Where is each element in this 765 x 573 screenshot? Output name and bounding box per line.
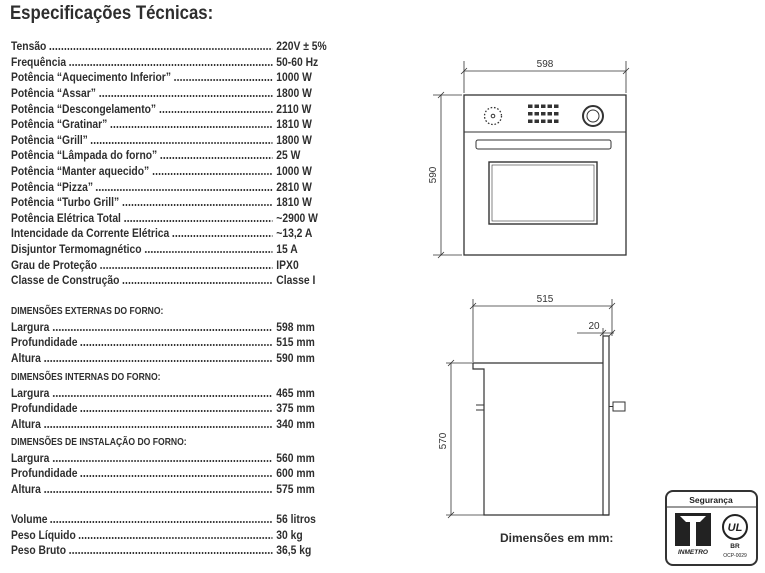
spec-label: Potência Elétrica Total — [11, 210, 121, 225]
spec-value: 375 mm — [276, 401, 315, 416]
spec-value: 340 mm — [276, 416, 315, 431]
display-buttons-icon — [528, 105, 559, 124]
spec-label: Potência “Grill” — [11, 132, 88, 147]
badge-title: Segurança — [689, 495, 733, 505]
spec-value: 600 mm — [276, 466, 315, 481]
spec-value: Classe I — [276, 273, 316, 288]
left-knob-icon — [485, 108, 502, 125]
spec-label: Tensão — [11, 39, 47, 54]
spec-label: Largura — [11, 319, 50, 334]
spec-label: Disjuntor Termomagnético — [11, 241, 142, 256]
spec-label: Altura — [11, 416, 41, 431]
spec-value: 2810 W — [276, 179, 312, 194]
spec-label: Largura — [11, 450, 50, 465]
section-heading: DIMENSÕES DE INSTALAÇÃO DO FORNO: — [11, 437, 187, 449]
spec-label: Frequência — [11, 54, 67, 69]
ul-country: BR — [730, 543, 740, 550]
page-title: Especificações Técnicas: — [10, 2, 214, 24]
spec-value: 56 litros — [276, 512, 316, 527]
spec-value: ~2900 W — [276, 210, 318, 225]
spec-value: 1000 W — [276, 163, 312, 178]
spec-value: 1810 W — [276, 195, 312, 210]
front-height-label: 590 — [428, 166, 439, 184]
spec-label: Largura — [11, 385, 50, 400]
side-depth-label: 515 — [536, 294, 554, 305]
spec-value: 560 mm — [276, 450, 315, 465]
spec-value: 15 A — [276, 241, 298, 256]
spec-value: 1800 W — [276, 132, 312, 147]
spec-label: Altura — [11, 481, 41, 496]
ul-mark: UL — [727, 522, 743, 534]
spec-label: Intencidade da Corrente Elétrica — [11, 226, 170, 241]
spec-label: Profundidade — [11, 401, 78, 416]
spec-value: 2110 W — [276, 101, 312, 116]
spec-value: 36,5 kg — [276, 543, 312, 558]
spec-label: Potência “Aquecimento Inferior” — [11, 70, 171, 85]
spec-value: 598 mm — [276, 319, 315, 334]
side-height-dimension — [446, 360, 484, 518]
door-window — [489, 162, 597, 224]
spec-label: Grau de Proteção — [11, 257, 98, 272]
knob-side — [613, 402, 625, 411]
spec-label: Potência “Manter aquecido” — [11, 163, 150, 178]
spec-value: ~13,2 A — [276, 226, 313, 241]
spec-label: Potência “Gratinar” — [11, 117, 108, 132]
door-handle — [476, 140, 611, 149]
spec-value: 1800 W — [276, 85, 312, 100]
spec-value: 590 mm — [276, 350, 315, 365]
spec-label: Potência “Assar” — [11, 85, 96, 100]
ocp-code: OCP-0029 — [723, 553, 747, 559]
spec-label: Altura — [11, 350, 41, 365]
spec-value: 1810 W — [276, 117, 312, 132]
oven-front-panel-side — [603, 336, 609, 515]
spec-value: IPX0 — [276, 257, 299, 272]
spec-value: 25 W — [276, 148, 301, 163]
section-heading: DIMENSÕES INTERNAS DO FORNO: — [11, 372, 161, 384]
inmetro-label: INMETRO — [678, 549, 708, 556]
spec-value: 575 mm — [276, 481, 315, 496]
spec-label: Peso Líquido — [11, 527, 76, 542]
spec-label: Profundidade — [11, 335, 78, 350]
spec-label: Classe de Construção — [11, 273, 120, 288]
spec-label: Potência “Pizza” — [11, 179, 94, 194]
spec-value: 1000 W — [276, 70, 312, 85]
spec-label: Potência “Lâmpada do forno” — [11, 148, 158, 163]
front-width-label: 598 — [536, 59, 554, 70]
spec-value: 515 mm — [276, 335, 315, 350]
spec-value: 465 mm — [276, 385, 315, 400]
spec-label: Profundidade — [11, 466, 78, 481]
left-knob-center-icon — [491, 114, 495, 118]
spec-label: Potência “Descongelamento” — [11, 101, 157, 116]
spec-label: Peso Bruto — [11, 543, 67, 558]
oven-side-body — [473, 363, 609, 515]
spec-value: 50-60 Hz — [276, 54, 319, 69]
door-window-inner — [492, 165, 594, 221]
front-view — [433, 61, 629, 258]
inmetro-logo-icon — [675, 513, 711, 546]
section-heading: DIMENSÕES EXTERNAS DO FORNO: — [11, 306, 164, 318]
side-height-label: 570 — [438, 432, 449, 450]
right-knob-icon — [583, 106, 603, 126]
certification-badge — [666, 491, 757, 565]
drawing-caption: Dimensões em mm: — [500, 531, 614, 545]
spec-label: Volume — [11, 512, 48, 527]
spec-value: 220V ± 5% — [276, 39, 327, 54]
right-knob-inner-icon — [587, 110, 599, 122]
spec-label: Potência “Turbo Grill” — [11, 195, 120, 210]
spec-value: 30 kg — [276, 527, 303, 542]
side-panel-label: 20 — [588, 321, 600, 332]
